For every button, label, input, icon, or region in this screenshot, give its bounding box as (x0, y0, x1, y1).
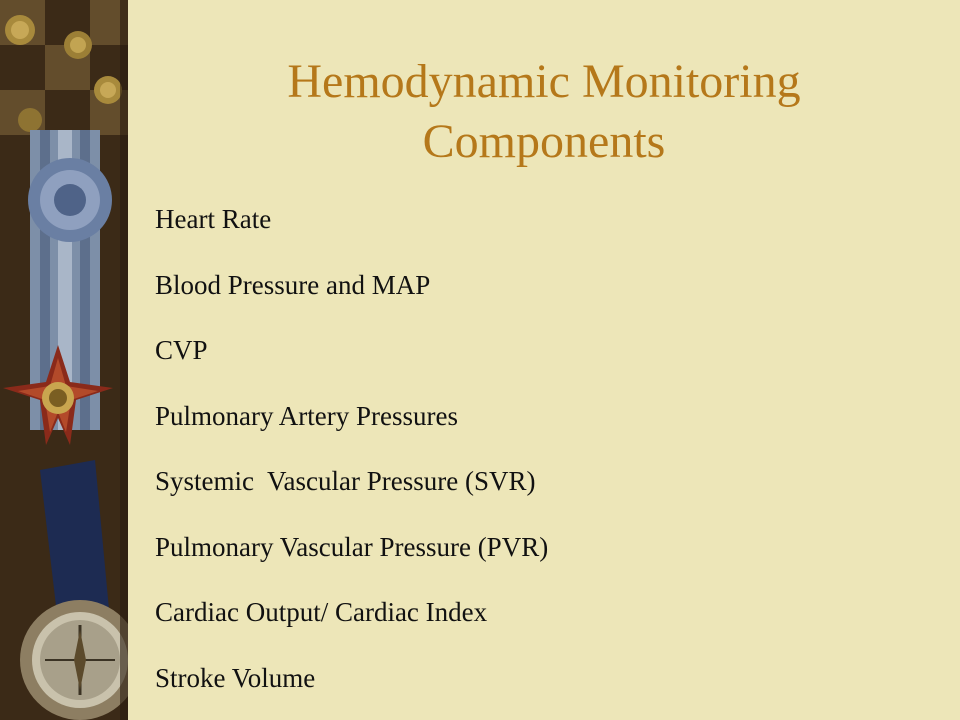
decorative-side-image (0, 0, 128, 720)
slide-title-line-1: Hemodynamic Monitoring (287, 55, 801, 108)
bullet-item-heart-rate: Heart Rate (155, 204, 272, 234)
bullet-item-pvr: Pulmonary Vascular Pressure (PVR) (155, 531, 549, 562)
bullet-item-cardiac-output: Cardiac Output/ Cardiac Index (155, 597, 488, 627)
bullet-item-pulmonary-artery-pressures: Pulmonary Artery Pressures (155, 400, 458, 431)
slide-title (128, 52, 960, 172)
bullet-list (155, 203, 548, 720)
bullet-item-cvp: CVP (155, 335, 208, 365)
slide-title-line-2: Components (422, 115, 666, 168)
bullet-item-svr: Systemic Vascular Pressure (SVR) (155, 466, 536, 496)
bullet-item-blood-pressure: Blood Pressure and MAP (155, 269, 431, 300)
bullet-item-stroke-volume: Stroke Volume (155, 662, 316, 693)
